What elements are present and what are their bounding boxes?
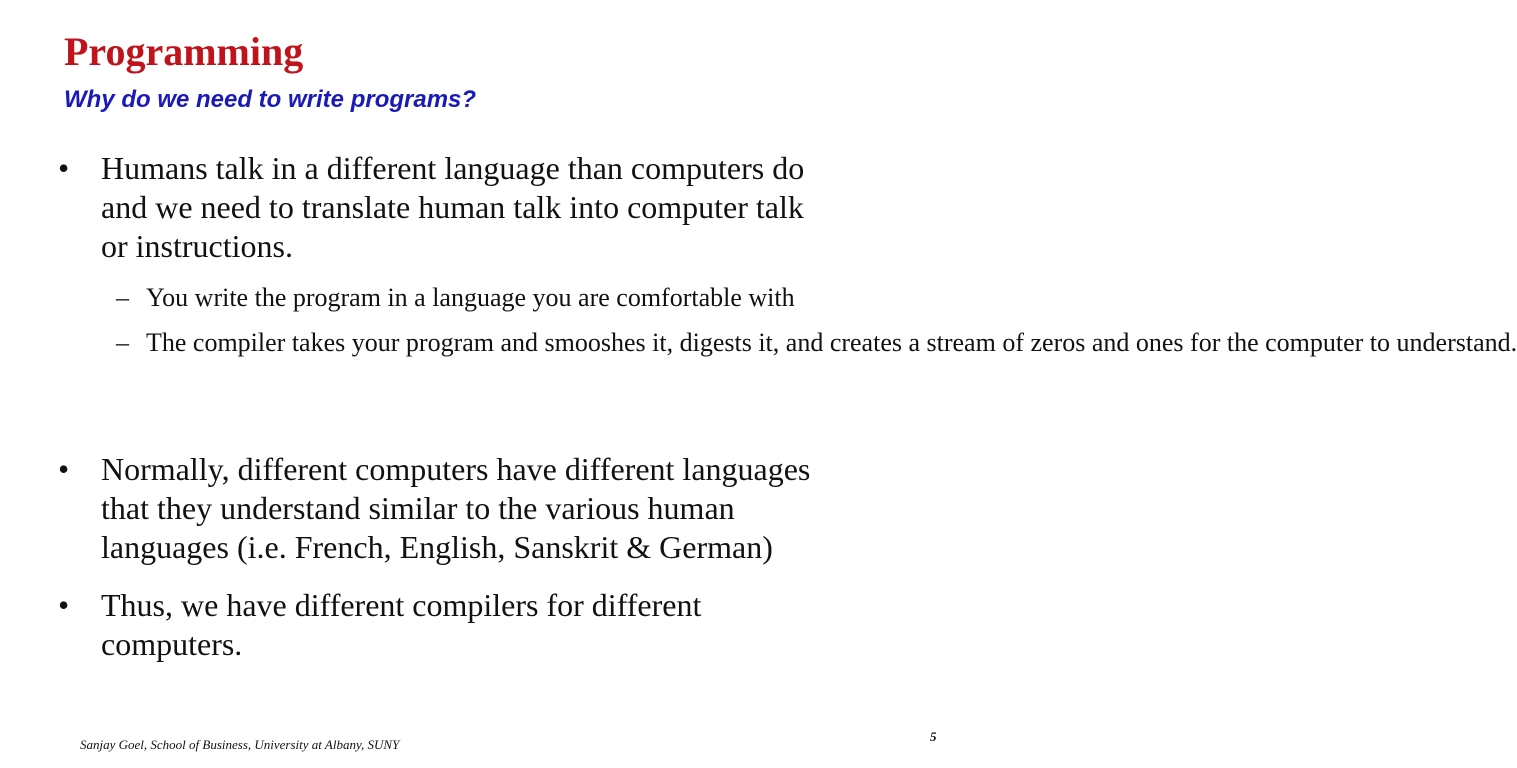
- bullet-marker: •: [58, 451, 70, 487]
- sub-bullet-line: The compiler takes your program and smooshes it, digests it,: [146, 328, 780, 357]
- bullet-line: Normally, different computers have different languages: [101, 451, 811, 487]
- sub-bullet-marker: –: [116, 283, 129, 312]
- sub-bullet-marker: –: [116, 328, 129, 357]
- bullet-line: Humans talk in a different language than computers do: [101, 150, 805, 186]
- sub-bullet-line: understand.: [1396, 328, 1517, 357]
- bullet-line: Thus, we have different compilers for different: [101, 587, 702, 623]
- sub-bullet-text: [146, 325, 1517, 361]
- bullet-line: and we need to translate human talk into computer talk: [101, 189, 804, 225]
- slide-subtitle: Why do we need to write programs?: [64, 86, 477, 113]
- bullet-text: [101, 149, 804, 266]
- bullet-line: languages (i.e. French, English, Sanskrit & German): [101, 529, 773, 565]
- bullet-marker: •: [58, 150, 70, 186]
- sub-bullet-line: You write the program in a language you are comfortable with: [146, 283, 795, 312]
- bullet-item: [58, 149, 970, 266]
- bullet-text: [101, 450, 810, 567]
- bullet-line: that they understand similar to the various human: [101, 490, 735, 526]
- bullet-text: [101, 586, 701, 664]
- sub-bullet-line: and creates a stream of zeros and ones for the computer to: [785, 328, 1391, 357]
- slide-title: Programming: [64, 29, 304, 74]
- bullet-marker: •: [58, 587, 70, 623]
- bullet-item: [58, 450, 970, 567]
- bullet-line: or instructions.: [101, 228, 293, 264]
- page-number: 5: [930, 729, 937, 744]
- bullet-line: computers.: [101, 626, 243, 662]
- bullet-item: [58, 586, 970, 664]
- slide-footer: Sanjay Goel, School of Business, University at Albany, SUNY: [80, 737, 400, 752]
- sub-bullet-item: [116, 325, 1517, 361]
- sub-bullet-item: [116, 280, 976, 316]
- sub-bullet-text: [146, 280, 795, 316]
